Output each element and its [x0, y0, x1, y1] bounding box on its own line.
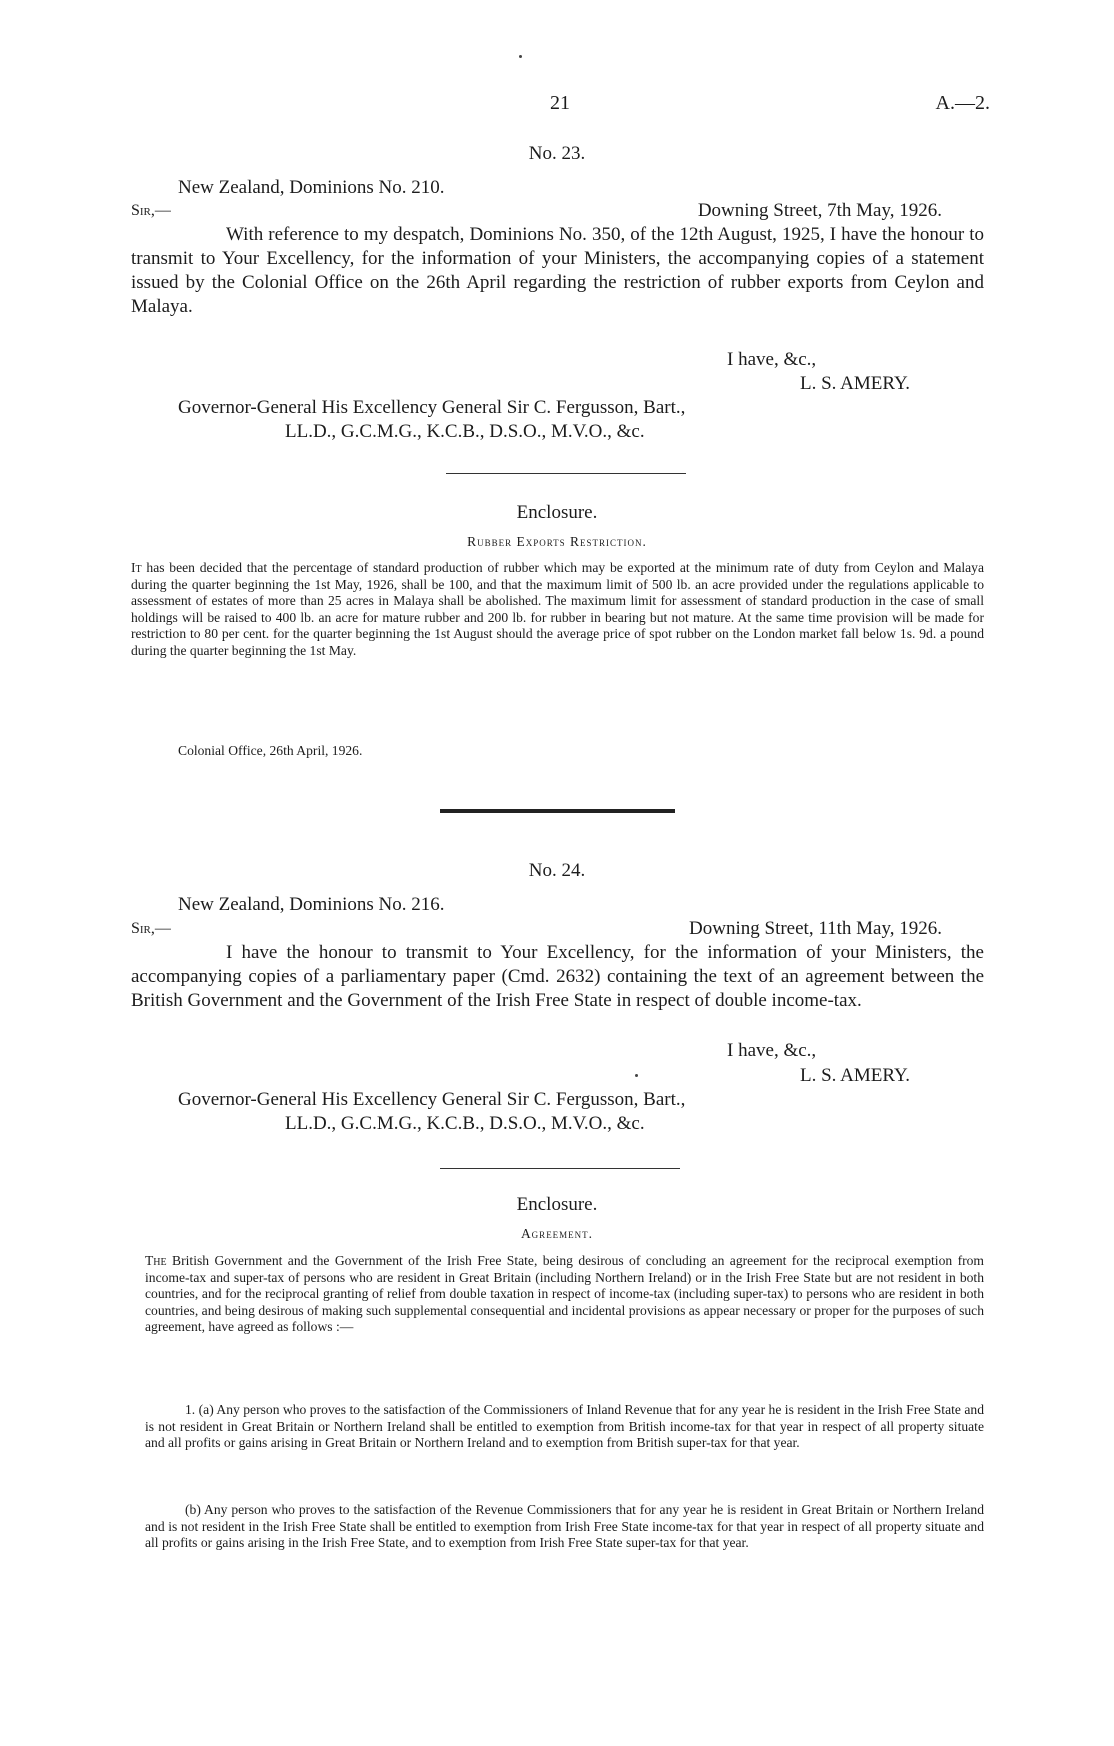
letter-23-addressee-line2: LL.D., G.C.M.G., K.C.B., D.S.O., M.V.O., &c.: [285, 421, 645, 442]
letter-23-number: No. 23.: [528, 143, 586, 164]
letter-24-reference: New Zealand, Dominions No. 216.: [178, 894, 445, 915]
letter-24-body: I have the honour to transmit to Your Excellency, for the information of your Ministers, the accompanying copies of a parliamentary paper (Cmd. 2632) containing the text of an agreement between the British Government and the Government of the Irish Free State in respect of double income-tax.: [131, 942, 984, 1011]
letter-23-salutation: Sir,—: [131, 202, 171, 219]
enclosure-23-lead-in: It: [131, 560, 142, 575]
letter-24-signature: L. S. AMERY.: [800, 1065, 910, 1086]
letter-23-signature: L. S. AMERY.: [800, 373, 910, 394]
enclosure-24-title: Agreement.: [520, 1226, 594, 1241]
enclosure-23-text: [131, 560, 984, 660]
letter-24-addressee-line1: Governor-General His Excellency General Sir C. Fergusson, Bart.,: [178, 1089, 686, 1110]
enclosure-24-lead-in: The: [145, 1253, 167, 1268]
paper-code: A.—2.: [935, 92, 990, 114]
enclosure-23-title: Rubber Exports Restriction.: [467, 534, 647, 549]
clause-1b-label: (b): [185, 1502, 201, 1517]
letter-24-addressee-line2: LL.D., G.C.M.G., K.C.B., D.S.O., M.V.O., &c.: [285, 1113, 645, 1134]
enclosure-23-body: has been decided that the percentage of standard production of rubber which may be exported at the minimum rate of duty from Ceylon and Malaya during the quarter beginning the 1st May, 1926, shall be 100, and that the maximum limit of 500 lb. an acre provided under the regulations applicable to assessment of estates of more than 25 acres in Malaya shall be abolished. The maximum limit for assessment of standard production in the case of small holdings will be raised to 400 lb. an acre for mature rubber and 200 lb. for rubber in bearing but not mature. At the same time provision will be made for restriction to 80 per cent. for the quarter beginning the 1st August should the average price of spot rubber on the London market fall below 1s. 9d. a pound during the quarter beginning the 1st May.: [131, 560, 984, 658]
letter-23-body: With reference to my despatch, Dominions No. 350, of the 12th August, 1925, I have the honour to transmit to Your Excellency, for the information of your Ministers, the accompanying copies of a statement issued by the Colonial Office on the 26th April regarding the restriction of rubber exports from Ceylon and Malaya.: [131, 224, 984, 317]
clause-1a-text: Any person who proves to the satisfaction of the Commissioners of Inland Revenue that for any year he is resident in the Irish Free State and is not resident in Great Britain or Northern Ireland shall be entitled to exemption from British income-tax for that year in respect of all property situate and all profits or gains arising in Great Britain or Northern Ireland and to exemption from British super-tax for that year.: [145, 1402, 984, 1451]
ink-speck: [635, 1074, 638, 1077]
ink-speck: [519, 55, 522, 58]
enclosure-24-heading: Enclosure.: [516, 1194, 598, 1215]
divider-rule: [446, 473, 686, 474]
enclosure-23-source: Colonial Office, 26th April, 1926.: [178, 743, 363, 758]
letter-23-addressee-line1: Governor-General His Excellency General Sir C. Fergusson, Bart.,: [178, 397, 686, 418]
letter-24-closing: I have, &c.,: [727, 1040, 817, 1061]
clause-1a-label: 1. (a): [185, 1402, 214, 1417]
page-number: 21: [550, 92, 570, 114]
letter-23-place-date: Downing Street, 7th May, 1926.: [697, 200, 942, 221]
clause-1b-text: Any person who proves to the satisfaction of the Revenue Commissioners that for any year he is resident in Great Britain or Northern Ireland and is not resident in the Irish Free State shall be entitled to exemption from Irish Free State income-tax for that year in respect of all property situate and all profits or gains arising in the Irish Free State, and to exemption from Irish Free State super-tax for that year.: [145, 1502, 984, 1551]
enclosure-23-heading: Enclosure.: [516, 502, 598, 523]
letter-24-number: No. 24.: [528, 860, 586, 881]
clause-1a: [145, 1402, 984, 1452]
divider-rule: [440, 1168, 680, 1169]
section-separator: [440, 809, 675, 813]
enclosure-24-preamble: [145, 1253, 984, 1336]
letter-23-reference: New Zealand, Dominions No. 210.: [178, 177, 445, 198]
enclosure-24-preamble-text: British Government and the Government of the Irish Free State, being desirous of concluding an agreement for the reciprocal exemption from income-tax and super-tax of persons who are resident in Great Britain (including Northern Ireland) or in the Irish Free State but are not resident in both countries, and for the reciprocal granting of relief from double taxation in respect of income-tax (including super-tax) to persons who are resident in both countries, and being desirous of making such supplemental consequential and incidental provisions as appear necessary or proper for the purposes of such agreement, have agreed as follows :—: [145, 1253, 984, 1335]
letter-23-closing: I have, &c.,: [727, 349, 817, 370]
letter-24-salutation: Sir,—: [131, 920, 171, 937]
clause-1b: [145, 1502, 984, 1552]
letter-24-place-date: Downing Street, 11th May, 1926.: [689, 918, 942, 939]
